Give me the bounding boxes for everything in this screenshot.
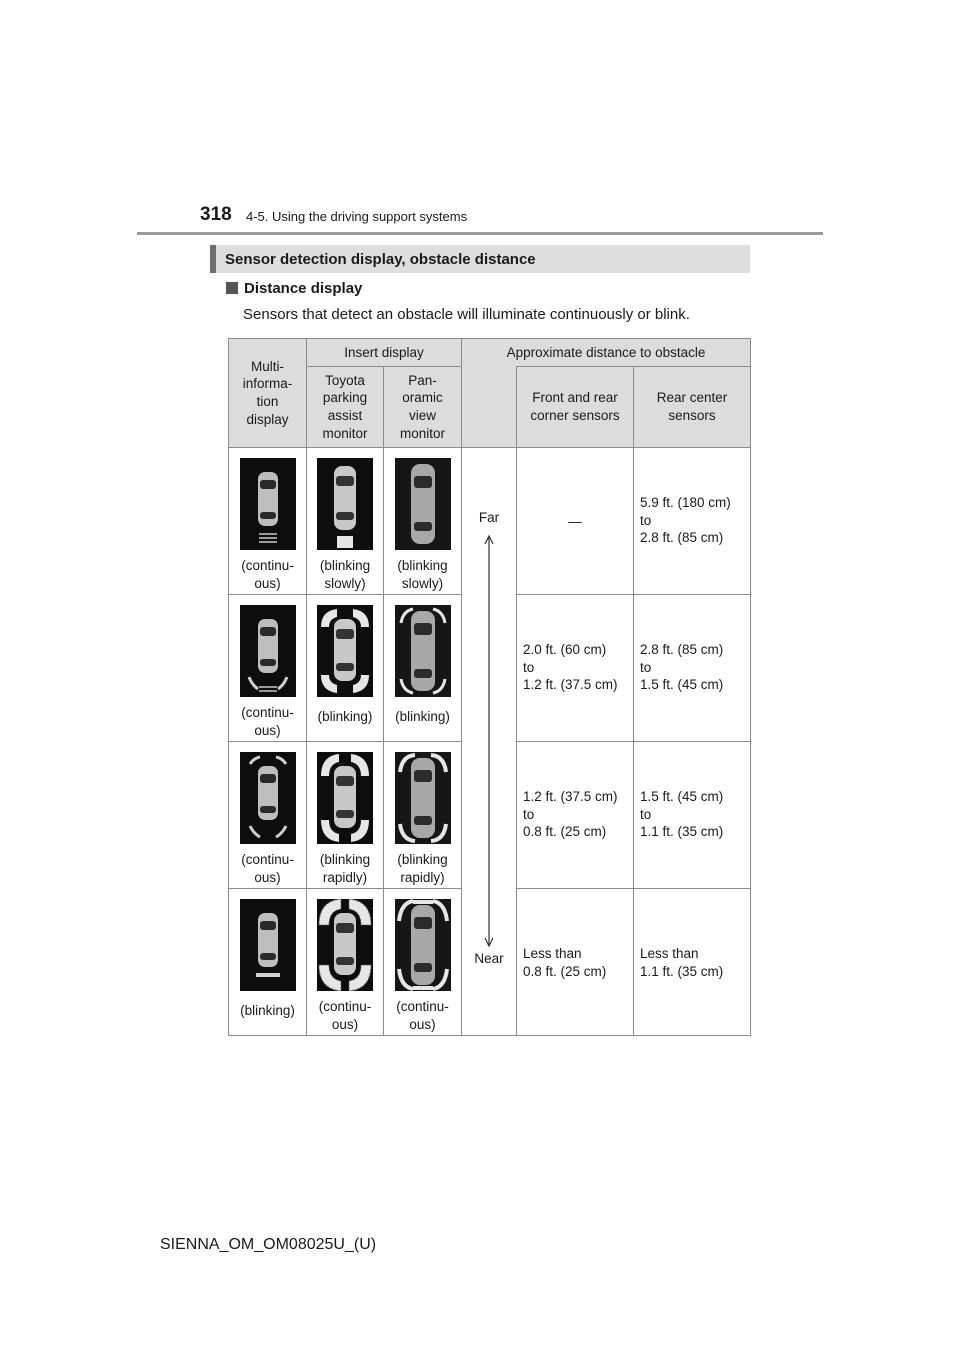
front-rear-value: 2.0 ft. (60 cm) to 1.2 ft. (37.5 cm): [517, 595, 634, 742]
vehicle-overhead-camera-icon: [395, 458, 451, 550]
document-id: SIENNA_OM_OM08025U_(U): [160, 1236, 377, 1253]
vehicle-top-view-icon: [240, 752, 296, 844]
tpam-cell: [307, 448, 384, 595]
vehicle-overhead-camera-icon: [395, 899, 451, 991]
intro-text: Sensors that detect an obstacle will illuminate continuously or blink.: [243, 306, 690, 323]
multi-info-status: (continu- ous): [241, 558, 294, 591]
section-title: 4-5. Using the driving support systems: [246, 209, 468, 224]
multi-info-cell: [229, 889, 307, 1036]
vehicle-top-view-icon: [240, 458, 296, 550]
panoramic-cell: [384, 889, 462, 1036]
tpam-status: (blinking): [317, 709, 373, 724]
tpam-status: (blinking rapidly): [319, 852, 371, 885]
multi-info-cell: [229, 595, 307, 742]
vehicle-overhead-camera-icon: [395, 752, 451, 844]
page-number: 318: [200, 204, 232, 225]
distance-scale: [462, 448, 517, 1036]
header-multi-info: Multi- informa- tion display: [229, 339, 307, 448]
multi-info-cell: [229, 448, 307, 595]
panoramic-cell: [384, 742, 462, 889]
panoramic-status: (blinking): [395, 709, 450, 724]
vehicle-top-view-icon: [240, 605, 296, 697]
section-heading: [210, 245, 750, 273]
front-rear-value: —: [517, 448, 634, 595]
multi-info-cell: [229, 742, 307, 889]
scale-near-label: Near: [474, 951, 504, 966]
front-rear-value: Less than 0.8 ft. (25 cm): [517, 889, 634, 1036]
vehicle-sensor-grid-icon: [317, 458, 373, 550]
header-scale-blank: [462, 367, 517, 448]
tpam-cell: [307, 742, 384, 889]
tpam-status: (continu- ous): [318, 999, 372, 1032]
double-arrow-icon: [462, 448, 517, 1036]
panoramic-cell: [384, 595, 462, 742]
table-row: [229, 448, 751, 595]
tpam-cell: [307, 889, 384, 1036]
header-insert-display: Insert display: [307, 339, 462, 367]
multi-info-status: (blinking): [240, 1003, 295, 1018]
header-tpam: Toyota parking assist monitor: [307, 367, 384, 448]
rear-center-value: 1.5 ft. (45 cm) to 1.1 ft. (35 cm): [634, 742, 751, 889]
vehicle-sensor-grid-icon: [317, 899, 373, 991]
sub-heading-text: Distance display: [244, 280, 363, 297]
tpam-status: (blinking slowly): [319, 558, 371, 591]
rear-center-value: 2.8 ft. (85 cm) to 1.5 ft. (45 cm): [634, 595, 751, 742]
vehicle-overhead-camera-icon: [395, 605, 451, 697]
rear-center-value: 5.9 ft. (180 cm) to 2.8 ft. (85 cm): [634, 448, 751, 595]
panoramic-cell: [384, 448, 462, 595]
multi-info-status: (continu- ous): [241, 705, 294, 738]
header-front-rear: Front and rear corner sensors: [517, 367, 634, 448]
tpam-cell: [307, 595, 384, 742]
distance-table: [228, 338, 751, 1036]
panoramic-status: (blinking rapidly): [397, 852, 448, 885]
panoramic-status: (blinking slowly): [397, 558, 448, 591]
header-rear-center: Rear center sensors: [634, 367, 751, 448]
scale-far-label: Far: [478, 510, 500, 525]
vehicle-sensor-grid-icon: [317, 605, 373, 697]
rear-center-value: Less than 1.1 ft. (35 cm): [634, 889, 751, 1036]
header-panoramic: Pan- oramic view monitor: [384, 367, 462, 448]
panoramic-status: (continu- ous): [396, 999, 449, 1032]
sub-heading: [226, 280, 362, 297]
header-approx-distance: Approximate distance to obstacle: [462, 339, 751, 367]
vehicle-sensor-grid-icon: [317, 752, 373, 844]
multi-info-status: (continu- ous): [241, 852, 294, 885]
section-heading-text: Sensor detection display, obstacle distance: [225, 251, 536, 268]
header-rule: [137, 232, 823, 235]
front-rear-value: 1.2 ft. (37.5 cm) to 0.8 ft. (25 cm): [517, 742, 634, 889]
vehicle-top-view-icon: [240, 899, 296, 991]
square-bullet-icon: [226, 282, 238, 294]
